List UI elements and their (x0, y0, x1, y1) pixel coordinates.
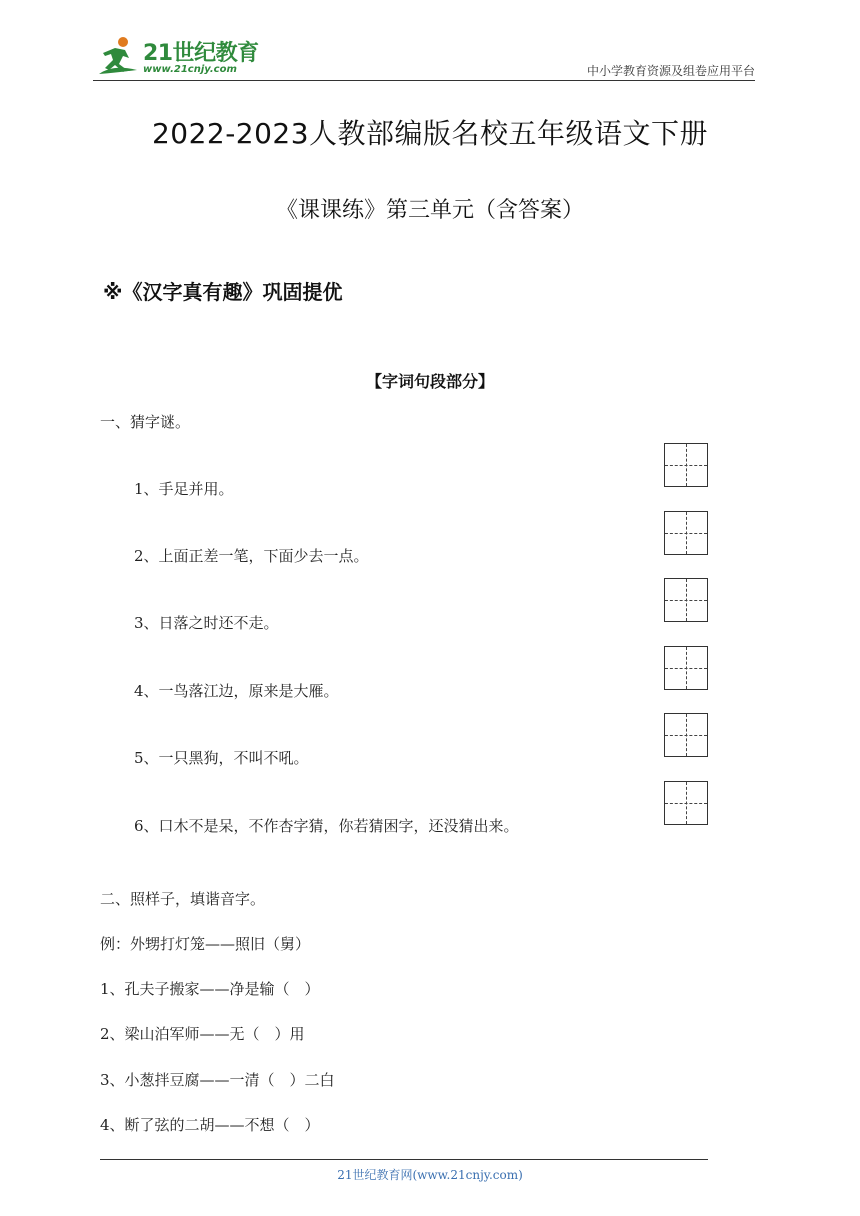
homophone-item: 4、断了弦的二胡——不想（ ） (100, 1116, 320, 1134)
footer-link[interactable]: 21世纪教育网(www.21cnjy.com) (337, 1168, 523, 1182)
homophone-item: 1、孔夫子搬家——净是输（ ） (100, 980, 320, 998)
answer-grid-box[interactable] (664, 781, 708, 825)
section-title: 【字词句段部分】 (365, 372, 494, 391)
header-tagline: 中小学教育资源及组卷应用平台 (586, 64, 755, 78)
runner-logo-icon (93, 34, 145, 82)
homophone-item: 3、小葱拌豆腐——一清（ ）二白 (100, 1071, 335, 1089)
part2-example: 例：外甥打灯笼——照旧（舅） (100, 935, 311, 953)
header-divider (93, 80, 755, 81)
logo-url-text: www.21cnjy.com (143, 64, 237, 75)
part1-heading: 一、猜字谜。 (100, 413, 191, 431)
document-subtitle: 《课课练》第三单元（含答案） (275, 198, 584, 223)
footer-divider (100, 1159, 708, 1160)
riddle-item: 4、一鸟落江边，原来是大雁。 (134, 682, 339, 700)
answer-grid-box[interactable] (664, 646, 708, 690)
document-title: 2022-2023人教部编版名校五年级语文下册 (151, 117, 709, 150)
answer-grid-box[interactable] (664, 578, 708, 622)
riddle-item: 1、手足并用。 (134, 480, 234, 498)
riddle-item: 3、日落之时还不走。 (134, 614, 279, 632)
riddle-item: 2、上面正差一笔，下面少去一点。 (134, 547, 369, 565)
lesson-title: ※《汉字真有趣》巩固提优 (103, 280, 343, 304)
answer-grid-box[interactable] (664, 511, 708, 555)
part2-heading: 二、照样子，填谐音字。 (100, 890, 266, 908)
homophone-item: 2、梁山泊军师——无（ ）用 (100, 1025, 305, 1043)
riddle-item: 6、口木不是呆，不作杏字猜，你若猜困字，还没猜出来。 (134, 817, 519, 835)
answer-grid-box[interactable] (664, 713, 708, 757)
riddle-item: 5、一只黑狗，不叫不吼。 (134, 749, 309, 767)
logo-brand-text: 21世纪教育 (143, 41, 259, 66)
site-logo (93, 34, 263, 82)
answer-grid-box[interactable] (664, 443, 708, 487)
